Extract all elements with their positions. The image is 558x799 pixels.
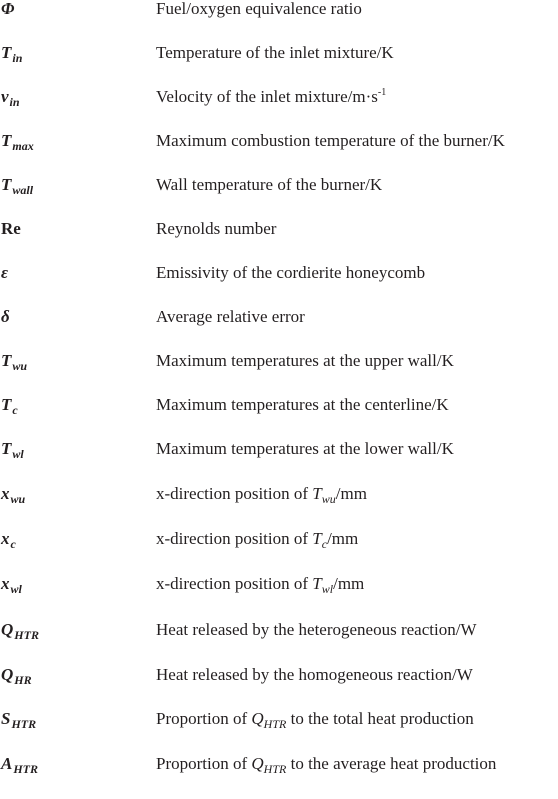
symbol: [1, 88, 20, 107]
description-variable: T: [312, 574, 322, 593]
symbol-main: x: [1, 484, 10, 503]
symbol: [1, 220, 21, 238]
description: [156, 710, 474, 729]
symbol: [1, 0, 14, 18]
symbol-main: Q: [1, 620, 14, 639]
description-variable-subscript: c: [321, 537, 328, 551]
description: Temperature of the inlet mixture/K: [156, 43, 394, 62]
description: [156, 755, 496, 774]
symbol: [1, 44, 22, 63]
description: Heat released by the heterogeneous reaction/W: [156, 620, 477, 639]
description-variable-subscript: HTR: [263, 717, 287, 731]
symbol: [1, 621, 39, 640]
table-row: [0, 621, 558, 665]
table-row: [0, 710, 558, 754]
symbol-subscript: in: [9, 95, 20, 109]
symbol-main: S: [1, 709, 11, 728]
description: Reynolds number: [156, 219, 277, 238]
symbol: [1, 530, 16, 549]
symbol-subscript: c: [10, 537, 16, 551]
table-row: [0, 88, 558, 132]
symbol-main: T: [1, 395, 12, 414]
symbol-subscript: HTR: [13, 762, 39, 776]
symbol-main: x: [1, 574, 10, 593]
table-row: [0, 575, 558, 619]
table-row: [0, 352, 558, 396]
description-text: x-direction position of: [156, 574, 313, 593]
description: Average relative error: [156, 307, 305, 326]
table-row: [0, 44, 558, 88]
description: Maximum temperatures at the upper wall/K: [156, 351, 454, 370]
symbol-main: A: [1, 754, 13, 773]
symbol-main: x: [1, 529, 10, 548]
symbol-subscript: HTR: [14, 628, 39, 642]
table-row: [0, 264, 558, 308]
symbol-main: v: [1, 87, 9, 106]
description-text: x-direction position of: [156, 484, 313, 503]
description-variable-subscript: HTR: [263, 762, 287, 776]
description-unit: /mm: [333, 574, 365, 593]
symbol: [1, 396, 18, 415]
symbol-main: δ: [1, 307, 10, 326]
symbol: [1, 485, 25, 504]
symbol: [1, 352, 27, 371]
symbol-main: T: [1, 351, 12, 370]
symbol: [1, 666, 32, 685]
description-unit: /mm: [335, 484, 367, 503]
table-row: [0, 530, 558, 574]
description: Maximum temperatures at the centerline/K: [156, 395, 449, 414]
symbol: [1, 176, 33, 195]
description-variable-subscript: wu: [321, 492, 336, 506]
symbol-main: T: [1, 439, 12, 458]
symbol-main: Re: [1, 219, 21, 238]
symbol: [1, 755, 38, 774]
description: Maximum combustion temperature of the burner/K: [156, 131, 505, 150]
symbol-subscript: in: [12, 51, 23, 65]
description-unit: /mm: [327, 529, 359, 548]
symbol-main: T: [1, 175, 12, 194]
symbol-subscript: HR: [14, 673, 32, 687]
symbol-subscript: wl: [12, 447, 24, 461]
description: [156, 88, 386, 109]
description: Emissivity of the cordierite honeycomb: [156, 263, 426, 282]
symbol: [1, 440, 24, 459]
table-row: [0, 485, 558, 529]
description: Maximum temperatures at the lower wall/K: [156, 439, 454, 458]
table-row: [0, 308, 558, 352]
description-variable: T: [312, 529, 322, 548]
description-variable: T: [312, 484, 322, 503]
description-text: Proportion of: [156, 709, 252, 728]
symbol-subscript: wu: [10, 492, 26, 506]
symbol-main: ε: [1, 263, 8, 282]
symbol-main: Q: [1, 665, 14, 684]
table-row: [0, 220, 558, 264]
symbol-subscript: wu: [12, 359, 28, 373]
symbol-subscript: max: [12, 139, 34, 153]
description: [156, 530, 358, 549]
table-row: [0, 176, 558, 220]
symbol-subscript: wall: [12, 183, 34, 197]
description-variable: Q: [251, 709, 264, 728]
symbol-main: T: [1, 43, 12, 62]
table-row: [0, 0, 558, 44]
description-text-end: to the total heat production: [286, 709, 474, 728]
description: [156, 575, 364, 594]
description: [156, 485, 367, 504]
symbol: [1, 575, 22, 594]
description: Heat released by the homogeneous reaction/W: [156, 665, 473, 684]
symbol-main: T: [1, 131, 12, 150]
description-text-end: to the average heat production: [286, 754, 497, 773]
table-row: [0, 440, 558, 484]
description-variable-subscript: wl: [321, 582, 334, 596]
symbol: [1, 264, 8, 282]
symbol: [1, 710, 36, 729]
description-text: Velocity of the inlet mixture/m·s: [156, 87, 378, 106]
symbol-subscript: HTR: [11, 717, 37, 731]
description-variable: Q: [251, 754, 264, 773]
symbol: [1, 308, 10, 326]
description: Fuel/oxygen equivalence ratio: [156, 0, 362, 18]
table-row: [0, 396, 558, 440]
table-row: [0, 755, 558, 799]
description: Wall temperature of the burner/K: [156, 175, 383, 194]
symbol-main: Φ: [1, 0, 15, 18]
symbol: [1, 132, 34, 151]
symbol-subscript: c: [12, 403, 18, 417]
symbol-subscript: wl: [10, 582, 22, 596]
description-text: x-direction position of: [156, 529, 313, 548]
description-text: Proportion of: [156, 754, 252, 773]
description-superscript: -1: [377, 87, 387, 98]
table-row: [0, 132, 558, 176]
table-row: [0, 666, 558, 710]
